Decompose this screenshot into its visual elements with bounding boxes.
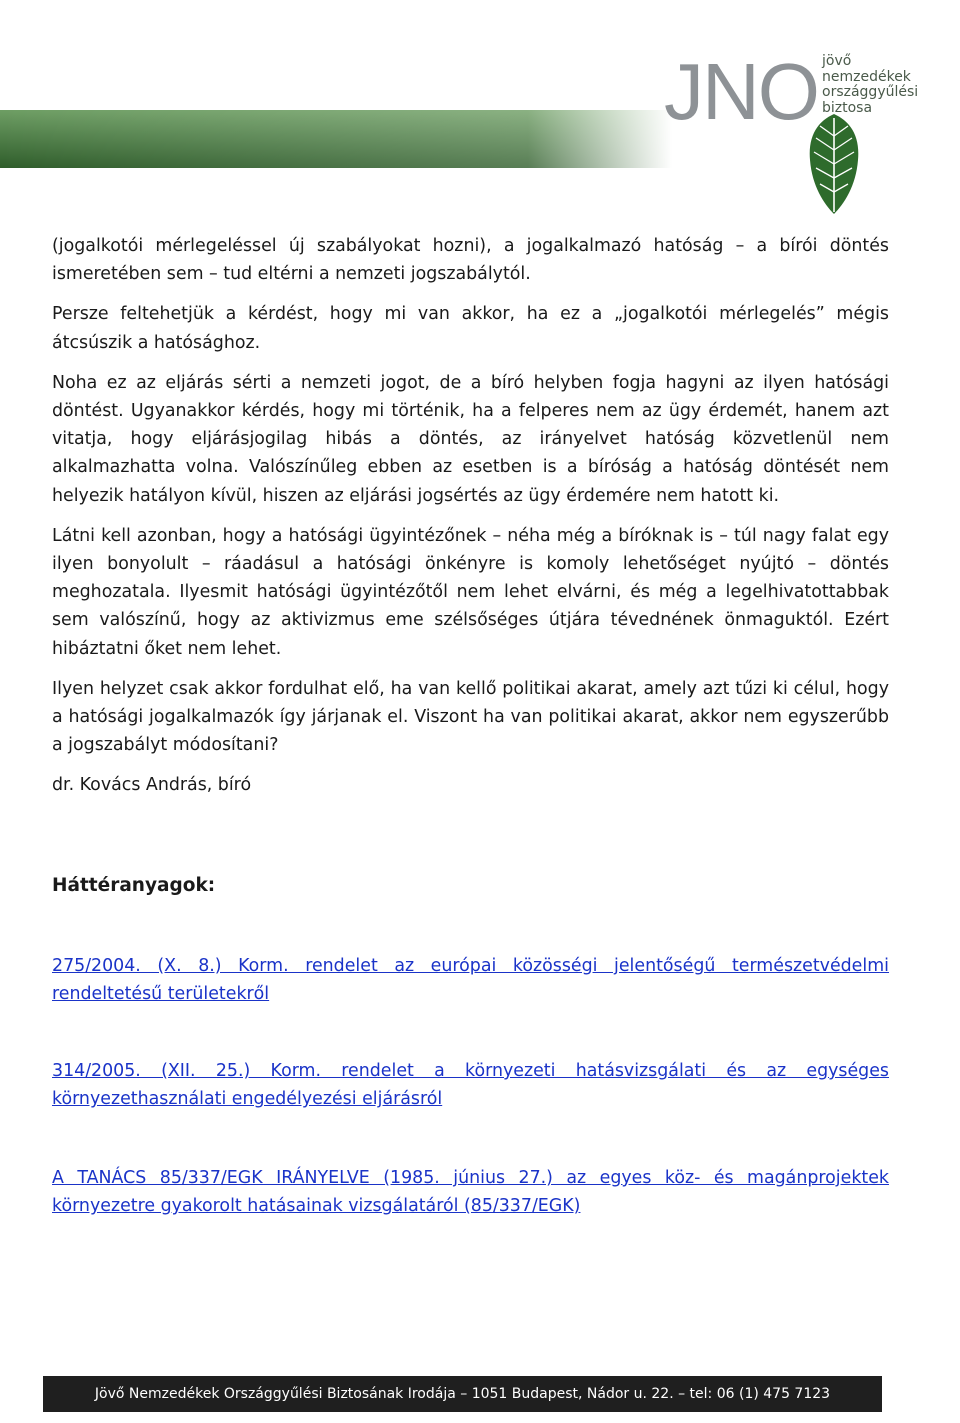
background-heading: Háttéranyagok: [52, 875, 216, 896]
footer-bar [43, 1376, 882, 1412]
logo-letters: JNO [664, 47, 818, 136]
logo-line: biztosa [822, 99, 873, 116]
leaf-logo-icon [808, 112, 860, 216]
article-body [52, 232, 889, 812]
header-band [0, 0, 960, 168]
paragraph: (jogalkotói mérlegeléssel új szabályokat hozni), a jogalkalmazó hatóság – a bírói döntés ismeretében sem – tud eltérni a nemzeti jogszabálytól. [52, 236, 889, 285]
reference-item [52, 952, 889, 1008]
paragraph: Persze feltehetjük a kérdést, hogy mi van akkor, ha ez a „jogalkotói mérlegelés” mégis átcsúszik a hatósághoz. [52, 304, 889, 353]
paragraph: Noha ez az eljárás sérti a nemzeti jogot, de a bíró helyben fogja hagyni az ilyen hatósági döntést. Ugyanakkor kérdés, hogy mi történik, ha a felperes nem az ügy érdemét, hanem azt vitatja, hogy eljárásjogilag hibás a döntés, az irányelvet hatóság közvetlenül nem alkalmazhatta volna. Valószínűleg ebben az esetben is a bíróság a hatóság döntését nem helyezik hatályon kívül, hiszen az eljárási jogsértés az ügy érdemére nem hatott ki. [52, 372, 889, 506]
logo-text [822, 54, 918, 116]
reference-link-3[interactable]: A TANÁCS 85/337/EGK IRÁNYELVE (1985. június 27.) az egyes köz- és magánprojektek környezetre gyakorolt hatásainak vizsgálatáról (85/337/EGK) [52, 1168, 889, 1217]
paragraph: Látni kell azonban, hogy a hatósági ügyintézőnek – néha még a bíróknak is – túl nagy falat egy ilyen bonyolult – ráadásul a hatósági önkényre is komoly lehetőséget nyújtó – döntés meghozatala. Ilyesmit hatósági ügyintézőtől nem lehet elvárni, és még a legelhivatottabbak sem valószínű, hogy az aktivizmus eme szélsőséges útjára tévednének önmaguktól. Ezért hibáztatni őket nem lehet. [52, 525, 889, 659]
reference-link-1[interactable]: 275/2004. (X. 8.) Korm. rendelet az európai közösségi jelentőségű természetvédelmi rendeltetésű területekről [52, 956, 889, 1005]
reference-item [52, 1057, 889, 1113]
logo-line: országgyűlési [822, 84, 919, 100]
signature: dr. Kovács András, bíró [52, 775, 252, 796]
reference-link-2[interactable]: 314/2005. (XII. 25.) Korm. rendelet a környezeti hatásvizsgálati és az egységes környezethasználati engedélyezési eljárásról [52, 1061, 889, 1110]
paragraph: Ilyen helyzet csak akkor fordulhat elő, ha van kellő politikai akarat, amely azt tűzi ki célul, hogy a hatósági jogalkalmazók így járjanak el. Viszont ha van politikai akarat, akkor nem egyszerűbb a jogszabályt módosítani? [52, 678, 889, 756]
footer-text: Jövő Nemzedékek Országgyűlési Biztosának Irodája – 1051 Budapest, Nádor u. 22. – tel: 06 (1) 475 7123 [94, 1386, 831, 1402]
logo-line: jövő [822, 53, 852, 69]
reference-item [52, 1164, 889, 1220]
logo-line: nemzedékek [822, 68, 911, 85]
